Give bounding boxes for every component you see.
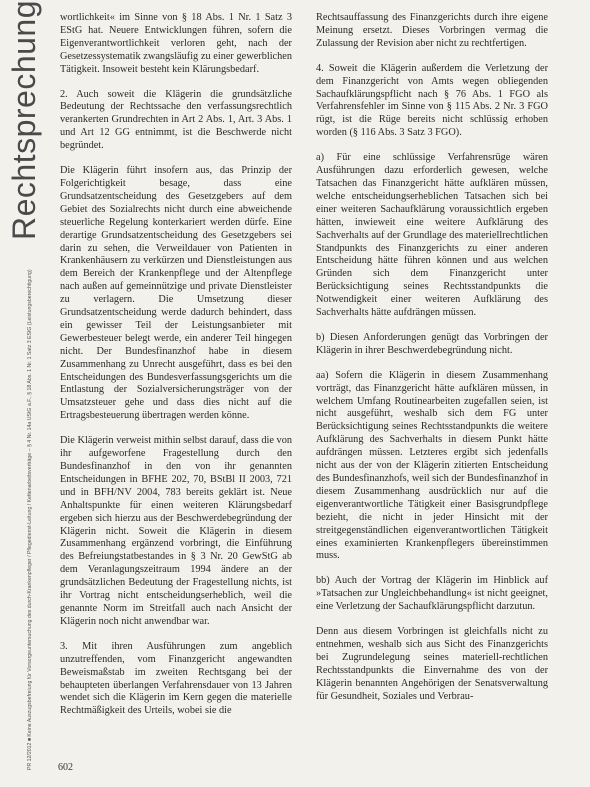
paragraph: Rechtsauffassung des Finanzgerichts durch ihre eigene Meinung ersetzt. Dieses Vorbringen vermag die Zulassung der Revision aber nicht zu rechtfertigen. xyxy=(316,12,548,49)
paragraph: Denn aus diesem Vorbringen ist gleichfalls nicht zu entnehmen, weshalb sich aus Sicht des Finanzgerichts bei Zugrundelegung seines materiell-rechtlichen Rechtsstandpunkts die Einvernahme des von der Klägerin benannten Angehörigen der Senatsverwaltung für Gesundheit, Soziales und Verbrau- xyxy=(316,626,548,702)
sidebar xyxy=(0,0,46,787)
paragraph: bb) Auch der Vortrag der Klägerin im Hinblick auf »Tatsachen zur Ungleichbehandlung« ist nicht geeignet, eine Verletzung der Sachaufklärungspflicht darzutun. xyxy=(316,575,548,613)
running-reference: PR 12/2012 ■ Keine Auszugsbefreiung für Vorsorgeuntersuchung des durch-Krankenpfleger / Pflegedienst-Leitung / Kettenarbeitsverträge – § 4 Nr. 14a UStG a.F., § 18 Abs. 1 Nr. 1 Satz 3 EStG (Leistungsberechtigung) xyxy=(27,269,33,770)
paragraph: wortlichkeit« im Sinne von § 18 Abs. 1 Nr. 1 Satz 3 EStG hat. Neuere Entwicklungen führen, sofern die Eigenverantwortlichkeit verloren geht, nach der Gesetzessystematik zwangsläufig zu einer gewerblichen Tätigkeit. Insoweit besteht kein Klärungsbedarf. xyxy=(60,12,292,75)
left-column xyxy=(60,12,292,730)
paragraph: 4. Soweit die Klägerin außerdem die Verletzung der dem Finanzgericht von Amts wegen obliegenden Sachaufklärungspflicht nach § 76 Abs. 1 FGO als Verfahrensfehler im Sinne von § 115 Abs. 2 Nr. 3 FGO rügt, ist die Rüge bereits nicht schlüssig erhoben worden (§ 116 Abs. 3 Satz 3 FGO). xyxy=(316,62,548,139)
paragraph: 2. Auch soweit die Klägerin die grundsätzliche Bedeutung der Rechtssache den verfassungsrechtlich verankerten Grundrechten in Art 2 Abs. 1, Art. 3 Abs. 1 und Art 12 GG entnimmt, ist die Beschwerde nicht begründet. xyxy=(60,88,292,152)
paragraph: Die Klägerin führt insofern aus, das Prinzip der Folgerichtigkeit besage, dass eine Grundsatzentscheidung des Gesetzgebers auf dem Gebiet des Sozialrechts nicht durch eine abweichende steuerliche Regelung konterkariert werden dürfe. Eine derartige Grundsatzentscheidung des Gesetzgebers sei darin zu sehen, die Verweildauer von Patienten in Krankenhäusern zu verkürzen und Dienstleistungen aus dem Bereich der Krankenpflege und der Altenpflege nach außen auf gemeinnützige und private Dienstleister zu verlagern. Die Umsetzung dieser Grundsatzentscheidung werde dadurch behindert, dass ein gewisser Teil der Leistungsanbieter mit Gewerbesteuer belegt werde, ein anderer Teil hingegen nicht. Der Bundesfinanzhof habe in diesem Zusammenhang zu Unrecht ausgeführt, dass es bei den Entscheidungen des Bundesverfassungsgerichts um die Entlastung der Sozialversicherungsträger von der Umsatzsteuer gehe und dass dies nicht auf die Ertragsbesteuerung übertragen werden könne. xyxy=(60,165,292,422)
page-number: 602 xyxy=(58,762,73,773)
right-column xyxy=(316,12,548,716)
paragraph: a) Für eine schlüssige Verfahrensrüge wären Ausführungen dazu erforderlich gewesen, welche Tatsachen das Finanzgericht hätte aufklären müssen, welche entscheidungserheblichen Tatsachen sich bei einer weiteren Sachaufklärung voraussichtlich ergeben hätten, inwieweit eine weitere Aufklärung des Sachverhalts auf der Grundlage des materiellrechtlichen Standpunkts des Finanzgerichts zu einer anderen Entscheidung hätte führen können und aus welchen Gründen sich dem Finanzgericht unter Berücksichtigung seines Rechtsstandpunkts die Notwendigkeit einer weiteren Aufklärung des Sachverhalts hätte aufdrängen müssen. xyxy=(316,152,548,319)
paragraph: Die Klägerin verweist mithin selbst darauf, dass die von ihr aufgeworfene Fragestellung durch den Bundesfinanzhof in den von ihr genannten Entscheidungen in BFHE 202, 70, BStBl II 2003, 721 und in BFH/NV 2004, 783 bereits geklärt ist. Neue Anhaltspunkte für einen weiteren Klärungsbedarf ergeben sich hierzu aus der Beschwerdebegründung der Klägerin nicht. Soweit die Klägerin in diesem Zusammenhang ergänzend vorbringt, die Einführung des Befreiungstatbestandes in § 3 Nr. 20 GewStG ab dem Veranlagungszeitraum 1994 ändere an der grundsätzlichen Bedeutung der Fragestellung nichts, ist ihr Vortrag nicht entscheidungserheblich, weil die genannte Norm im Streitfall auch nach Ansicht der Klägerin noch nicht anwendbar war. xyxy=(60,435,292,627)
section-title: Rechtsprechung xyxy=(6,0,42,240)
paragraph: b) Diesen Anforderungen genügt das Vorbringen der Klägerin in ihrer Beschwerdebegründung nicht. xyxy=(316,331,548,356)
paragraph: 3. Mit ihren Ausführungen zum angeblich unzutreffenden, vom Finanzgericht angewandten Beweismaßstab im zweiten Rechtsgang bei der behaupteten überlangen Verfahrensdauer von 13 Jahren wendet sich die Klägerin im Kern gegen die materielle Rechtmäßigkeit des Urteils, wobei sie die xyxy=(60,640,292,717)
paragraph: aa) Sofern die Klägerin in diesem Zusammenhang vorträgt, das Finanzgericht hätte aufklären müssen, in welchem Umfang Routinearbeiten zugefallen seien, ist nicht ausgeführt, weshalb sich dem FG unter Berücksichtigung seines Rechtsstandpunkts die weitere Aufklärung des Sachverhalts in diesem Punkt hätte aufdrängen müssen. Letzteres ergibt sich jedenfalls nicht aus der von der Klägerin zitierten Entscheidung des Bundesfinanzhofs, weil sich der Bundesfinanzhof in diesem Zusammenhang ausdrücklich nur auf die eigenverantwortliche Tätigkeit einer Basisgrundpflege bezieht, die nicht in jeder Hinsicht mit der streitgegenständlichen eigenverantwortlichen Tätigkeit eines examinierten Krankenpflegers übereinstimmen muss. xyxy=(316,369,548,562)
